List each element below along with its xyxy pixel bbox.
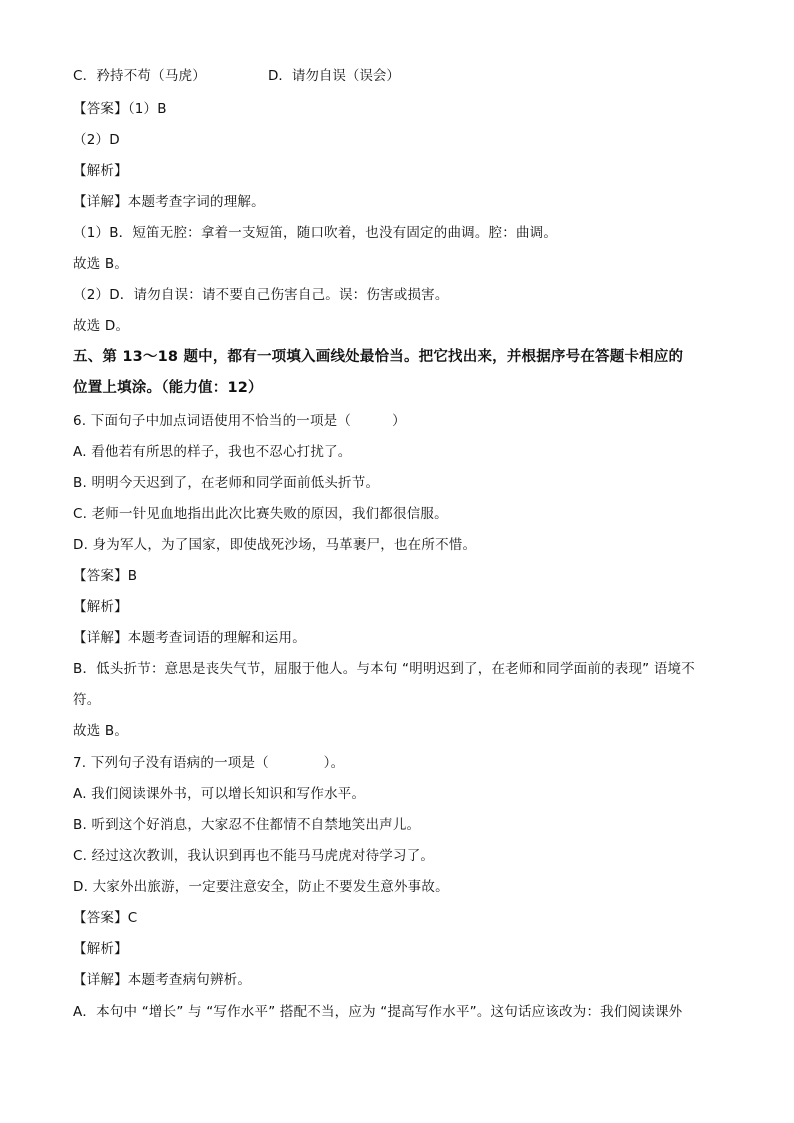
q6-option-c: C. 老师一针见血地指出此次比赛失败的原因，我们都很信服。: [73, 506, 448, 522]
q7-explanation-a: A．本句中 “增长” 与 “写作水平” 搭配不当，应为 “提高写作水平”。这句话应该改为：我们阅读课外: [73, 1004, 683, 1020]
q7-analysis-label: 【解析】: [73, 941, 128, 957]
section-heading-line-2: 位置上填涂。（能力值：12）: [73, 380, 263, 396]
q6-option-d: D. 身为军人，为了国家，即使战死沙场，马革裹尸，也在所不惜。: [73, 537, 477, 553]
q5-choose-2: 故选 D。: [73, 318, 130, 334]
q7-option-d: D. 大家外出旅游，一定要注意安全，防止不要发生意外事故。: [73, 879, 449, 895]
q7-option-a: A. 我们阅读课外书，可以增长知识和写作水平。: [73, 786, 366, 802]
q5-answer-2: （2）D: [73, 132, 120, 148]
q7-detail: 【详解】本题考查病句辨析。: [73, 972, 252, 988]
q7-option-b: B. 听到这个好消息，大家忍不住都情不自禁地笑出声儿。: [73, 817, 421, 833]
q7-stem: 7. 下列句子没有语病的一项是（ ）。: [73, 755, 345, 771]
q6-option-b: B. 明明今天迟到了，在老师和同学面前低头折节。: [73, 475, 380, 491]
q6-detail: 【详解】本题考查词语的理解和运用。: [73, 630, 306, 646]
q5-analysis-label: 【解析】: [73, 163, 128, 179]
option-d-top: D．请勿自误（误会）: [268, 68, 400, 84]
section-heading-line-1: 五、第 13～18 题中，都有一项填入画线处最恰当。把它找出来，并根据序号在答题卡相应的: [73, 349, 684, 365]
q6-explanation-line-1: B．低头折节：意思是丧失气节，屈服于他人。与本句 “明明迟到了，在老师和同学面前的表现” 语境不: [73, 661, 695, 677]
q6-stem: 6. 下面句子中加点词语使用不恰当的一项是（ ）: [73, 413, 406, 429]
q7-answer: 【答案】C: [73, 910, 138, 926]
q5-explanation-2: （2）D．请勿自误：请不要自己伤害自己。误：伤害或损害。: [73, 287, 449, 303]
q6-answer: 【答案】B: [73, 568, 138, 584]
q6-explanation-line-2: 符。: [73, 692, 101, 708]
q5-explanation-1: （1）B．短笛无腔：拿着一支短笛，随口吹着，也没有固定的曲调。腔：曲调。: [73, 225, 558, 241]
q6-analysis-label: 【解析】: [73, 599, 128, 615]
answer-1: （1）B: [127, 101, 167, 117]
q5-choose-1: 故选 B。: [73, 256, 129, 272]
q5-detail: 【详解】本题考查字词的理解。: [73, 194, 265, 210]
answer-label: 【答案】: [73, 101, 128, 117]
q7-option-c: C. 经过这次教训，我认识到再也不能马马虎虎对待学习了。: [73, 848, 435, 864]
q5-answer: [73, 100, 167, 118]
q6-option-a: A. 看他若有所思的样子，我也不忍心打扰了。: [73, 444, 352, 460]
option-c-top: C．矜持不苟（马虎）: [73, 68, 206, 84]
q6-choose: 故选 B。: [73, 723, 129, 739]
